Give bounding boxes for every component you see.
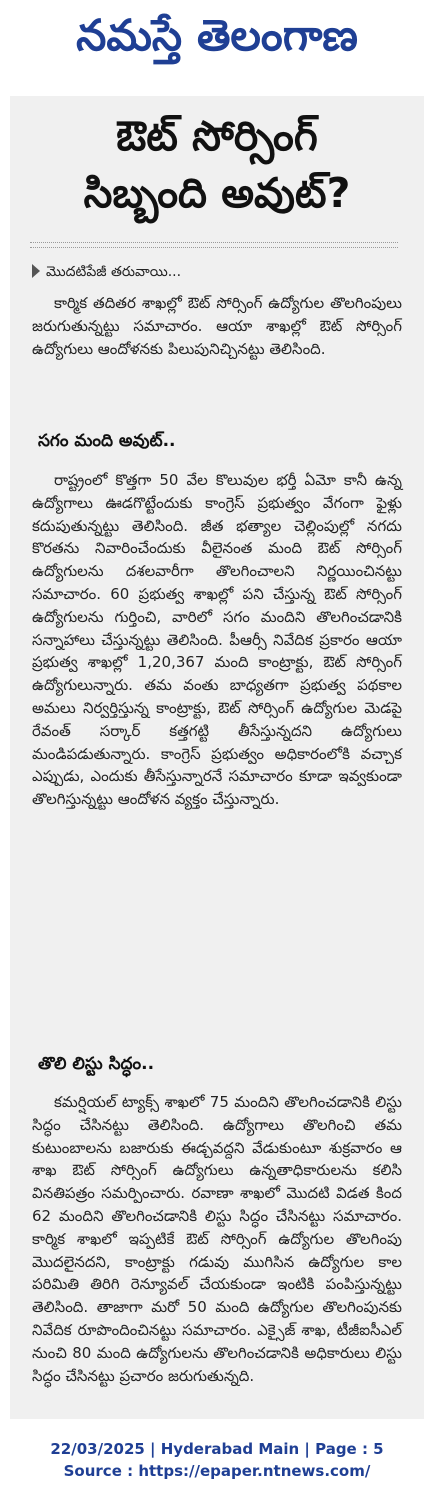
divider — [30, 242, 398, 243]
article-clipping — [10, 96, 424, 1419]
paragraph: కమర్షియల్ ట్యాక్స్ శాఖలో 75 మందిని తొలగించడానికి లిస్టు సిద్ధం చేసినట్టు తెలిసింది. ఉద్యోగాలు తొలగించి తమ కుటుంబాలను బజారుకు ఈడ్చవద్దని వేడుకుంటూ శుక్రవారం ఆ శాఖ ఔట్ సోర్సింగ్ ఉద్యోగులు ఉన్నతాధికారులను కలిసి వినతిపత్రం సమర్పించారు. రవాణా శాఖలో మొదటి విడత కింద 62 మందిని తొలగించడానికి లిస్టు సిద్ధం చేసినట్టు సమాచారం. కార్మిక శాఖలో ఇప్పటికే ఔట్ సోర్సింగ్ ఉద్యోగుల తొలగింపు మొదలైనదని, కాంట్రాక్టు గడువు ముగిసిన ఉద్యోగుల కాల పరిమితి తిరిగి రెన్యూవల్ చేయకుండా ఇంటికి పంపిస్తున్నట్టు తెలిసింది. తాజాగా మరో 50 మంది ఉద్యోగుల తొలగింపునకు నివేదిక రూపొందించినట్టు సమాచారం. ఎక్సైజ్ శాఖ, టీజీఐసీఎల్ నుంచి 80 మంది ఉద్యోగులను తొలగించడానికి అధికారులు లిస్టు సిద్ధం చేసినట్టు ప్రచారం జరుగుతున్నది. — [32, 1093, 402, 1385]
footer-date-edition: 22/03/2025 | Hyderabad Main | Page : 5 — [50, 1440, 384, 1458]
continued-label: మొదటిపేజీ తరువాయి... — [46, 264, 182, 280]
headline-line-2: సిబ్బంది అవుట్? — [83, 169, 351, 217]
subheading: తొలి లిస్టు సిద్ధం.. — [38, 1054, 155, 1074]
subheading: సగం మంది అవుట్.. — [38, 431, 176, 451]
masthead — [0, 0, 434, 82]
headline — [10, 108, 424, 222]
paragraph: కార్మిక తదితర శాఖల్లో ఔట్ సోర్సింగ్ ఉద్యోగుల తొలగింపులు జరుగుతున్నట్టు సమాచారం. ఆయా శాఖల్లో ఔట్ సోర్సింగ్ ఉద్యోగులు ఆందోళనకు పిలుపునిచ్చినట్టు తెలిసింది. — [32, 294, 402, 358]
continued-note — [32, 264, 181, 283]
paragraph: రాష్ట్రంలో కొత్తగా 50 వేల కొలువుల భర్తీ ఏమో కానీ ఉన్న ఉద్యోగాలు ఊడగొట్టేందుకు కాంగ్రెస్ ప్రభుత్వం వేగంగా ఫైళ్లు కదుపుతున్నట్టు తెలిసింది. జీత భత్యాల చెల్లింపుల్లో నగదు కొరతను నివారించేందుకు వీలైనంత మంది ఔట్ సోర్సింగ్ ఉద్యోగులను దశలవారీగా తొలగించాలని నిర్ణయించినట్టు సమాచారం. 60 ప్రభుత్వ శాఖల్లో పని చేస్తున్న ఔట్ సోర్సింగ్ ఉద్యోగులను గుర్తించి, వారిలో సగం మందిని తొలగించడానికి సన్నాహాలు చేస్తున్నట్టు తెలిసింది. పీఆర్సీ నివేదిక ప్రకారం ఆయా ప్రభుత్వ శాఖల్లో 1,20,367 మంది కాంట్రాక్టు, ఔట్ సోర్సింగ్ ఉద్యోగులున్నారు. తమ వంతు బాధ్యతగా ప్రభుత్వ పథకాల అమలు నిర్వర్తిస్తున్న కాంట్రాక్టు, ఔట్ సోర్సింగ్ ఉద్యోగుల మెడపై రేవంత్ సర్కార్ కత్తగట్టి తీసేస్తున్నదని ఉద్యోగులు మండిపడుతున్నారు. కాంగ్రెస్ ప్రభుత్వం అధికారంలోకి వచ్చాక ఎప్పుడు, ఎందుకు తీసేస్తున్నారనే సమాచారం కూడా ఇవ్వకుండా తొలగిస్తున్నట్టు ఆందోళన వ్యక్తం చేస్తున్నారు. — [32, 471, 402, 809]
footer-source-link[interactable]: Source : https://epaper.ntnews.com/ — [63, 1462, 371, 1480]
newspaper-logo: నమస్తే తెలంగాణ — [76, 11, 358, 61]
chevron-right-icon — [32, 264, 40, 278]
divider — [30, 247, 398, 248]
headline-line-1: ఔట్ సోర్సింగ్ — [116, 112, 318, 160]
